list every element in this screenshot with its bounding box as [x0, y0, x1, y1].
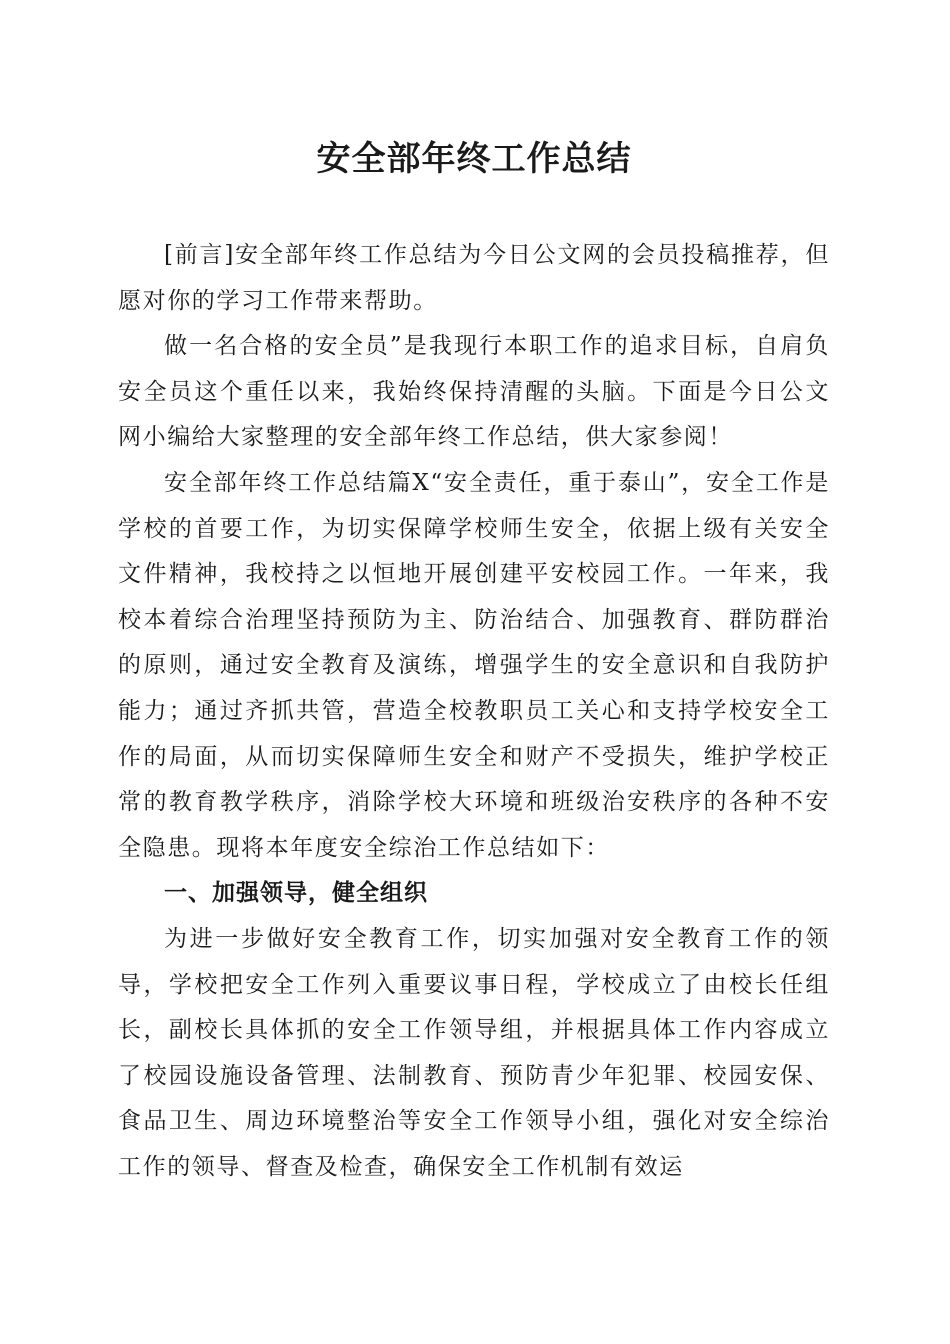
document-body	[118, 233, 830, 1190]
section-heading-1: 一、加强领导，健全组织	[164, 880, 428, 907]
section-1-paragraph: 为进一步做好安全教育工作，切实加强对安全教育工作的领导，学校把安全工作列入重要议事日程，学校成立了由校长任组长，副校长具体抓的安全工作领导组，并根据具体工作内容成立了校园设施设备管理、法制教育、预防青少年犯罪、校园安保、食品卫生、周边环境整治等安全工作领导小组，强化对安全综治工作的领导、督查及检查，确保安全工作机制有效运	[118, 925, 830, 1180]
overview-paragraph: 安全部年终工作总结篇X“安全责任，重于泰山”，安全工作是学校的首要工作，为切实保障学校师生安全，依据上级有关安全文件精神，我校持之以恒地开展创建平安校园工作。一年来，我校本着综合治理坚持预防为主、防治结合、加强教育、群防群治的原则，通过安全教育及演练，增强学生的安全意识和自我防护能力；通过齐抓共管，营造全校教职员工关心和支持学校安全工作的局面，从而切实保障师生安全和财产不受损失，维护学校正常的教育教学秩序，消除学校大环境和班级治安秩序的各种不安全隐患。现将本年度安全综治工作总结如下：	[118, 469, 830, 861]
intro-paragraph: 做一名合格的安全员”是我现行本职工作的追求目标，自肩负安全员这个重任以来，我始终保持清醒的头脑。下面是今日公文网小编给大家整理的安全部年终工作总结，供大家参阅！	[118, 333, 830, 451]
document-title: 安全部年终工作总结	[316, 139, 632, 179]
preface-paragraph: [前言]安全部年终工作总结为今日公文网的会员投稿推荐，但愿对你的学习工作带来帮助。	[118, 242, 830, 314]
